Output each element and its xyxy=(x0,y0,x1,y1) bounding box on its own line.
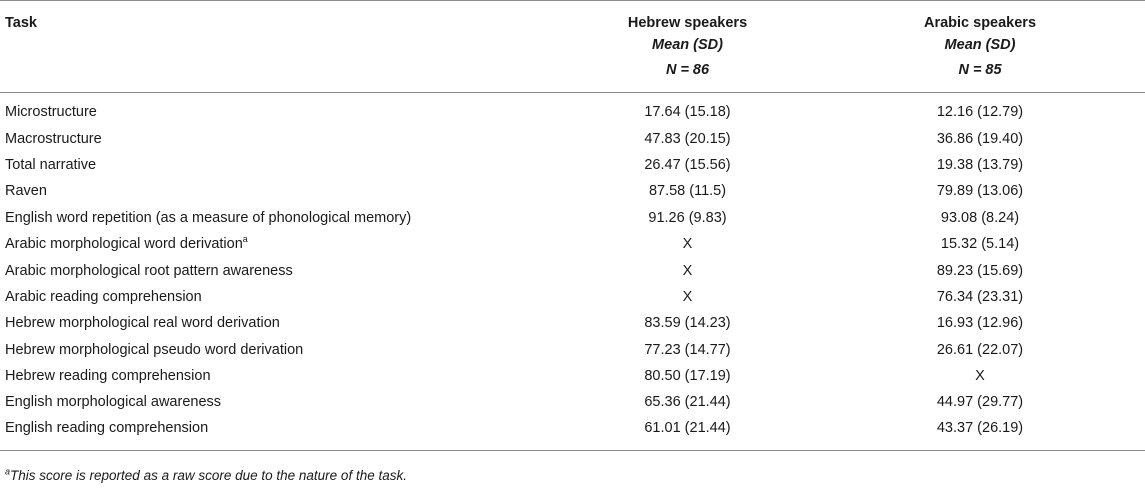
cell-hebrew: 47.83 (20.15) xyxy=(644,130,731,147)
cell-task: Hebrew morphological pseudo word derivation xyxy=(5,341,304,358)
table-header xyxy=(0,1,1145,93)
cell-hebrew: 65.36 (21.44) xyxy=(644,394,731,411)
cell-hebrew: 83.59 (14.23) xyxy=(644,315,731,332)
table-row xyxy=(0,152,1145,178)
cell-arabic: 26.61 (22.07) xyxy=(936,341,1024,358)
cell-task: Macrostructure xyxy=(5,130,102,147)
cell-task-text: Arabic morphological word derivation xyxy=(5,236,243,253)
cell-arabic: 93.08 (8.24) xyxy=(940,209,1020,226)
cell-arabic: 16.93 (12.96) xyxy=(936,315,1024,332)
cell-task: Microstructure xyxy=(5,104,97,121)
table-row xyxy=(0,363,1145,389)
cell-task xyxy=(0,231,560,257)
table-row xyxy=(0,93,1145,126)
cell-hebrew: 80.50 (17.19) xyxy=(644,368,731,385)
cell-arabic: X xyxy=(975,368,985,385)
header-task: Task xyxy=(0,1,560,38)
cell-hebrew: 87.58 (11.5) xyxy=(648,183,727,200)
cell-arabic: 36.86 (19.40) xyxy=(936,130,1024,147)
footnote-marker: a xyxy=(5,466,11,477)
table-row xyxy=(0,416,1145,451)
table-row xyxy=(0,389,1145,415)
cell-arabic: 19.38 (13.79) xyxy=(936,156,1024,173)
cell-hebrew: 91.26 (9.83) xyxy=(648,209,727,226)
cell-task: English reading comprehension xyxy=(0,416,560,451)
cell-task: English morphological awareness xyxy=(5,394,222,411)
cell-hebrew: 26.47 (15.56) xyxy=(644,156,731,173)
table-row xyxy=(0,231,1145,257)
cell-task: Hebrew morphological real word derivation xyxy=(5,315,280,332)
footnote-text: This score is reported as a raw score due to the nature of the task. xyxy=(10,468,407,483)
cell-hebrew: X xyxy=(682,288,693,305)
cell-task: Hebrew reading comprehension xyxy=(5,368,211,385)
cell-hebrew: X xyxy=(682,262,693,279)
table-row xyxy=(0,205,1145,231)
table-body xyxy=(0,93,1145,451)
cell-arabic: 43.37 (26.19) xyxy=(815,416,1145,451)
header-hebrew-n: N = 86 xyxy=(560,62,815,93)
header-hebrew-stat: Mean (SD) xyxy=(652,37,723,53)
table-row xyxy=(0,337,1145,363)
footnote-marker: a xyxy=(242,234,248,245)
cell-arabic: 79.89 (13.06) xyxy=(936,183,1024,200)
cell-hebrew: 61.01 (21.44) xyxy=(560,416,815,451)
table-row xyxy=(0,310,1145,336)
header-arabic-group: Arabic speakers xyxy=(815,1,1145,38)
table-row xyxy=(0,284,1145,310)
table-row xyxy=(0,178,1145,204)
cell-task: Raven xyxy=(5,183,47,200)
table-row xyxy=(0,257,1145,283)
table-row xyxy=(0,125,1145,151)
cell-task: Arabic reading comprehension xyxy=(5,288,202,305)
cell-arabic: 15.32 (5.14) xyxy=(940,236,1020,253)
cell-hebrew: 17.64 (15.18) xyxy=(644,104,731,121)
cell-task: Arabic morphological root pattern awareness xyxy=(5,262,293,279)
cell-arabic: 12.16 (12.79) xyxy=(936,104,1024,121)
cell-hebrew: 77.23 (14.77) xyxy=(644,341,731,358)
cell-task: Total narrative xyxy=(5,156,97,173)
header-arabic-stat: Mean (SD) xyxy=(944,37,1016,53)
table-footnote xyxy=(5,468,407,483)
header-arabic-n: N = 85 xyxy=(815,62,1145,93)
cell-arabic: 76.34 (23.31) xyxy=(936,288,1024,305)
cell-hebrew: X xyxy=(682,236,693,253)
cell-arabic: 44.97 (29.77) xyxy=(936,394,1024,411)
header-hebrew-group: Hebrew speakers xyxy=(560,1,815,38)
cell-task: English word repetition (as a measure of phonological memory) xyxy=(5,209,412,226)
cell-arabic: 89.23 (15.69) xyxy=(936,262,1024,279)
